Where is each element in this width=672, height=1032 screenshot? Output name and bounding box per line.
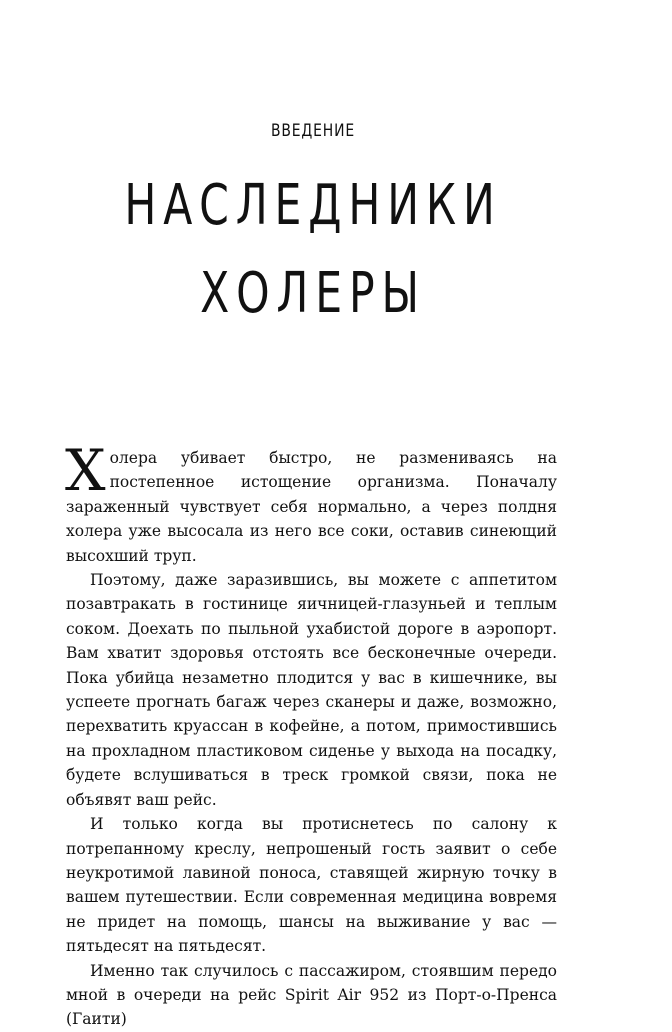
paragraph-1 [65,438,557,568]
paragraph-4: Именно так случилось с пассажиром, стоявшим передо мной в очереди на рейс Spirit Air 952 из Порт-о-Пренса (Гаити) [66,961,557,1029]
chapter-title-line-1: НАСЛЕДНИКИ [124,173,502,238]
drop-cap: Х [65,438,106,504]
paragraph-2: Поэтому, даже заразившись, вы можете с аппетитом позавтракать в гостинице яичницей-глазуньей и теплым соком. Доехать по пыльной ухабистой дороге в аэропорт. Вам хватит здоровья отстоять все бесконечные очереди. Пока убийца незаметно плодится у вас в кишечнике, вы успеете прогнать багаж через сканеры и даже, возможно, перехватить круассан в кофейне, а потом, примостившись на прохладном пластиковом сиденье у выхода на посадку, будете вслушиваться в треск громкой связи, пока не объявят ваш рейс. [66,571,557,809]
paragraph-3: И только когда вы протиснетесь по салону к потрепанному креслу, непрошеный гость заявит о себе неукротимой лавиной поноса, ставящей жирную точку в вашем путешествии. Если современная медицина вовремя не придет на помощь, шансы на выживание у вас — пятьдесят на пятьдесят. [66,815,557,956]
body-text [65,438,557,1032]
paragraph-1-text: олера убивает быстро, не размениваясь на постепенное истощение организма. Поначалу зараженный чувствует себя нормально, а через полдня холера уже высосала из него все соки, оставив синеющий высохший труп. [66,449,557,565]
chapter-title-line-2: ХОЛЕРЫ [200,261,426,326]
section-label: ВВЕДЕНИЕ [271,121,355,141]
